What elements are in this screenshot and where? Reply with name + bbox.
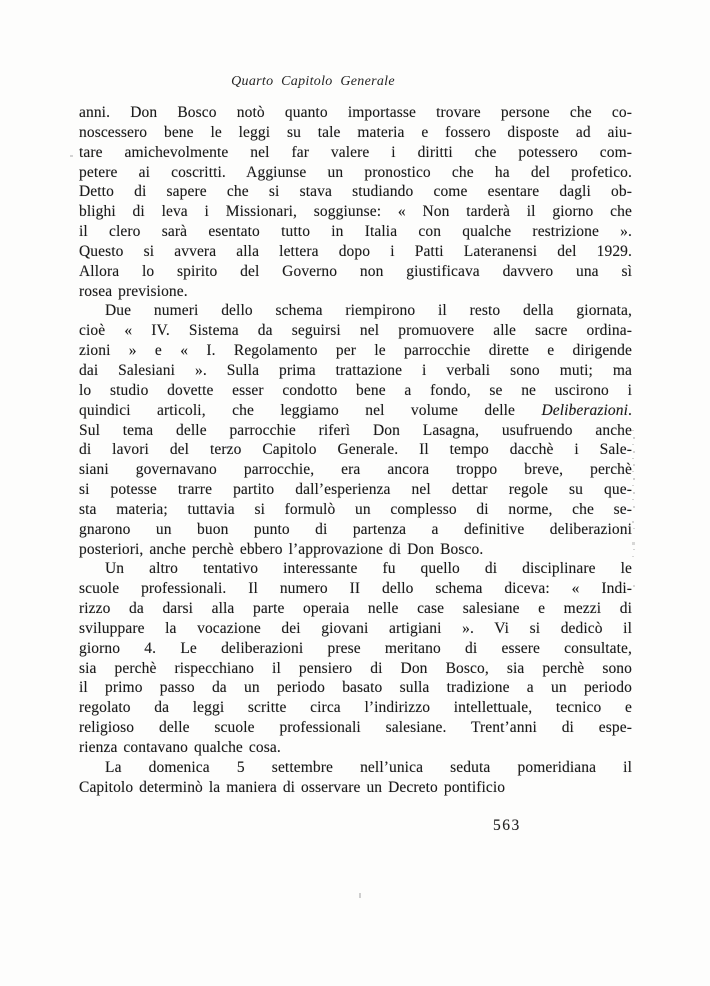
text-line: Sul tema delle parrocchie riferì Don Lasagna, usufruendo anche: [79, 421, 632, 439]
scan-speck: [632, 471, 634, 472]
text-line: Questo si avvera alla lettera dopo i Patti Lateranensi del 1929.: [79, 242, 632, 260]
text-line: zioni » e « I. Regolamento per le parrocchie dirette e dirigende: [79, 342, 632, 360]
text-line: si potesse trarre partito dall’esperienza nel dettar regole su que-: [79, 481, 632, 499]
text-line: La domenica 5 settembre nell’unica seduta pomeridiana il: [105, 758, 632, 776]
scan-speck: [70, 155, 73, 157]
text-line: sta materia; tuttavia si formulò un complesso di norme, che se-: [79, 500, 632, 518]
text-line: il clero sarà esentato tutto in Italia con qualche restrizione ».: [79, 223, 632, 241]
scan-speck: [632, 485, 634, 486]
text-line: sviluppare la vocazione dei giovani artigiani ». Vi si dedicò il: [79, 619, 632, 637]
scan-speck: [633, 437, 635, 439]
text-line: cioè « IV. Sistema da seguirsi nel promuovere alle sacre ordina-: [79, 322, 632, 340]
text-line: anni. Don Bosco notò quanto importasse trovare persone che co-: [79, 104, 632, 121]
scan-speck: [632, 444, 634, 445]
text-line: petere ai coscritti. Aggiunse un pronostico che ha del profetico.: [79, 163, 632, 181]
text-line: siani governavano parrocchie, era ancora troppo breve, perchè: [79, 461, 632, 479]
scan-speck: [632, 458, 634, 459]
text-line: religioso delle scuole professionali salesiane. Trent’anni di espe-: [79, 719, 632, 737]
text-line: lo studio dovette esser condotto bene a fondo, se ne uscirono i: [79, 381, 632, 399]
page-number: 563: [493, 817, 521, 834]
text-line: scuole professionali. Il numero II dello schema diceva: « Indi-: [79, 580, 632, 598]
text-line: rizzo da darsi alla parte operaia nelle case salesiane e mezzi di: [79, 600, 632, 618]
text-line: regolato da leggi scritte circa l’indirizzo intellettuale, tecnico e: [79, 699, 632, 717]
text-line: sia perchè rispecchiano il pensiero di Don Bosco, sia perchè sono: [79, 659, 632, 677]
scan-speck: [633, 506, 635, 508]
scan-speck: [633, 478, 635, 480]
scan-speck: [633, 464, 635, 466]
text-line: Detto di sapere che si stava studiando come esentare dagli ob-: [79, 183, 632, 201]
text-line: dai Salesiani ». Sulla prima trattazione i verbali sono muti; ma: [79, 361, 632, 379]
scan-speck: [633, 528, 635, 529]
text-line: Allora lo spirito del Governo non giustificava davvero una sì: [79, 262, 632, 280]
text-line: rosea previsione.: [79, 282, 188, 300]
scan-speck: [632, 430, 634, 431]
text-line: rienza contavano qualche cosa.: [79, 739, 281, 756]
text-segment: .: [628, 401, 632, 419]
scan-speck: [633, 451, 635, 453]
scan-speck: [632, 521, 634, 523]
scan-speck: [633, 549, 635, 550]
italic-text: Deliberazioni: [541, 401, 629, 419]
scan-speck: [633, 492, 635, 494]
scan-speck: [632, 499, 634, 500]
text-line: giorno 4. Le deliberazioni prese meritano di essere consultate,: [79, 639, 632, 657]
text-block: [79, 103, 632, 798]
text-line: tare amichevolmente nel far valere i diritti che potessero com-: [79, 143, 632, 161]
text-line: noscessero bene le leggi su tale materia e fossero disposte ad aiu-: [79, 123, 632, 141]
text-line: di lavori del terzo Capitolo Generale. Il tempo dacchè i Sale-: [79, 441, 632, 459]
text-line: gnarono un buon punto di partenza a definitive deliberazioni: [79, 520, 632, 538]
text-line: [79, 401, 632, 421]
text-segment: quindici articoli, che leggiamo nel volume delle: [79, 401, 542, 419]
scan-speck: [632, 542, 635, 545]
scan-speck: [359, 893, 361, 898]
running-head: Quarto Capitolo Generale: [231, 74, 395, 89]
text-line: Due numeri dello schema riempirono il resto della giornata,: [105, 302, 632, 320]
text-line: Capitolo determinò la maniera di osservare un Decreto pontificio: [79, 778, 506, 796]
text-line: il primo passo da un periodo basato sulla tradizione a un periodo: [79, 679, 632, 697]
text-line: blighi di leva i Missionari, soggiunse: « Non tarderà il giorno che: [79, 203, 632, 221]
scan-speck: [633, 585, 635, 587]
scan-speck: [632, 556, 634, 557]
text-line: posteriori, anche perchè ebbero l’approvazione di Don Bosco.: [79, 540, 484, 558]
text-line: Un altro tentativo interessante fu quello di disciplinare le: [105, 560, 632, 578]
